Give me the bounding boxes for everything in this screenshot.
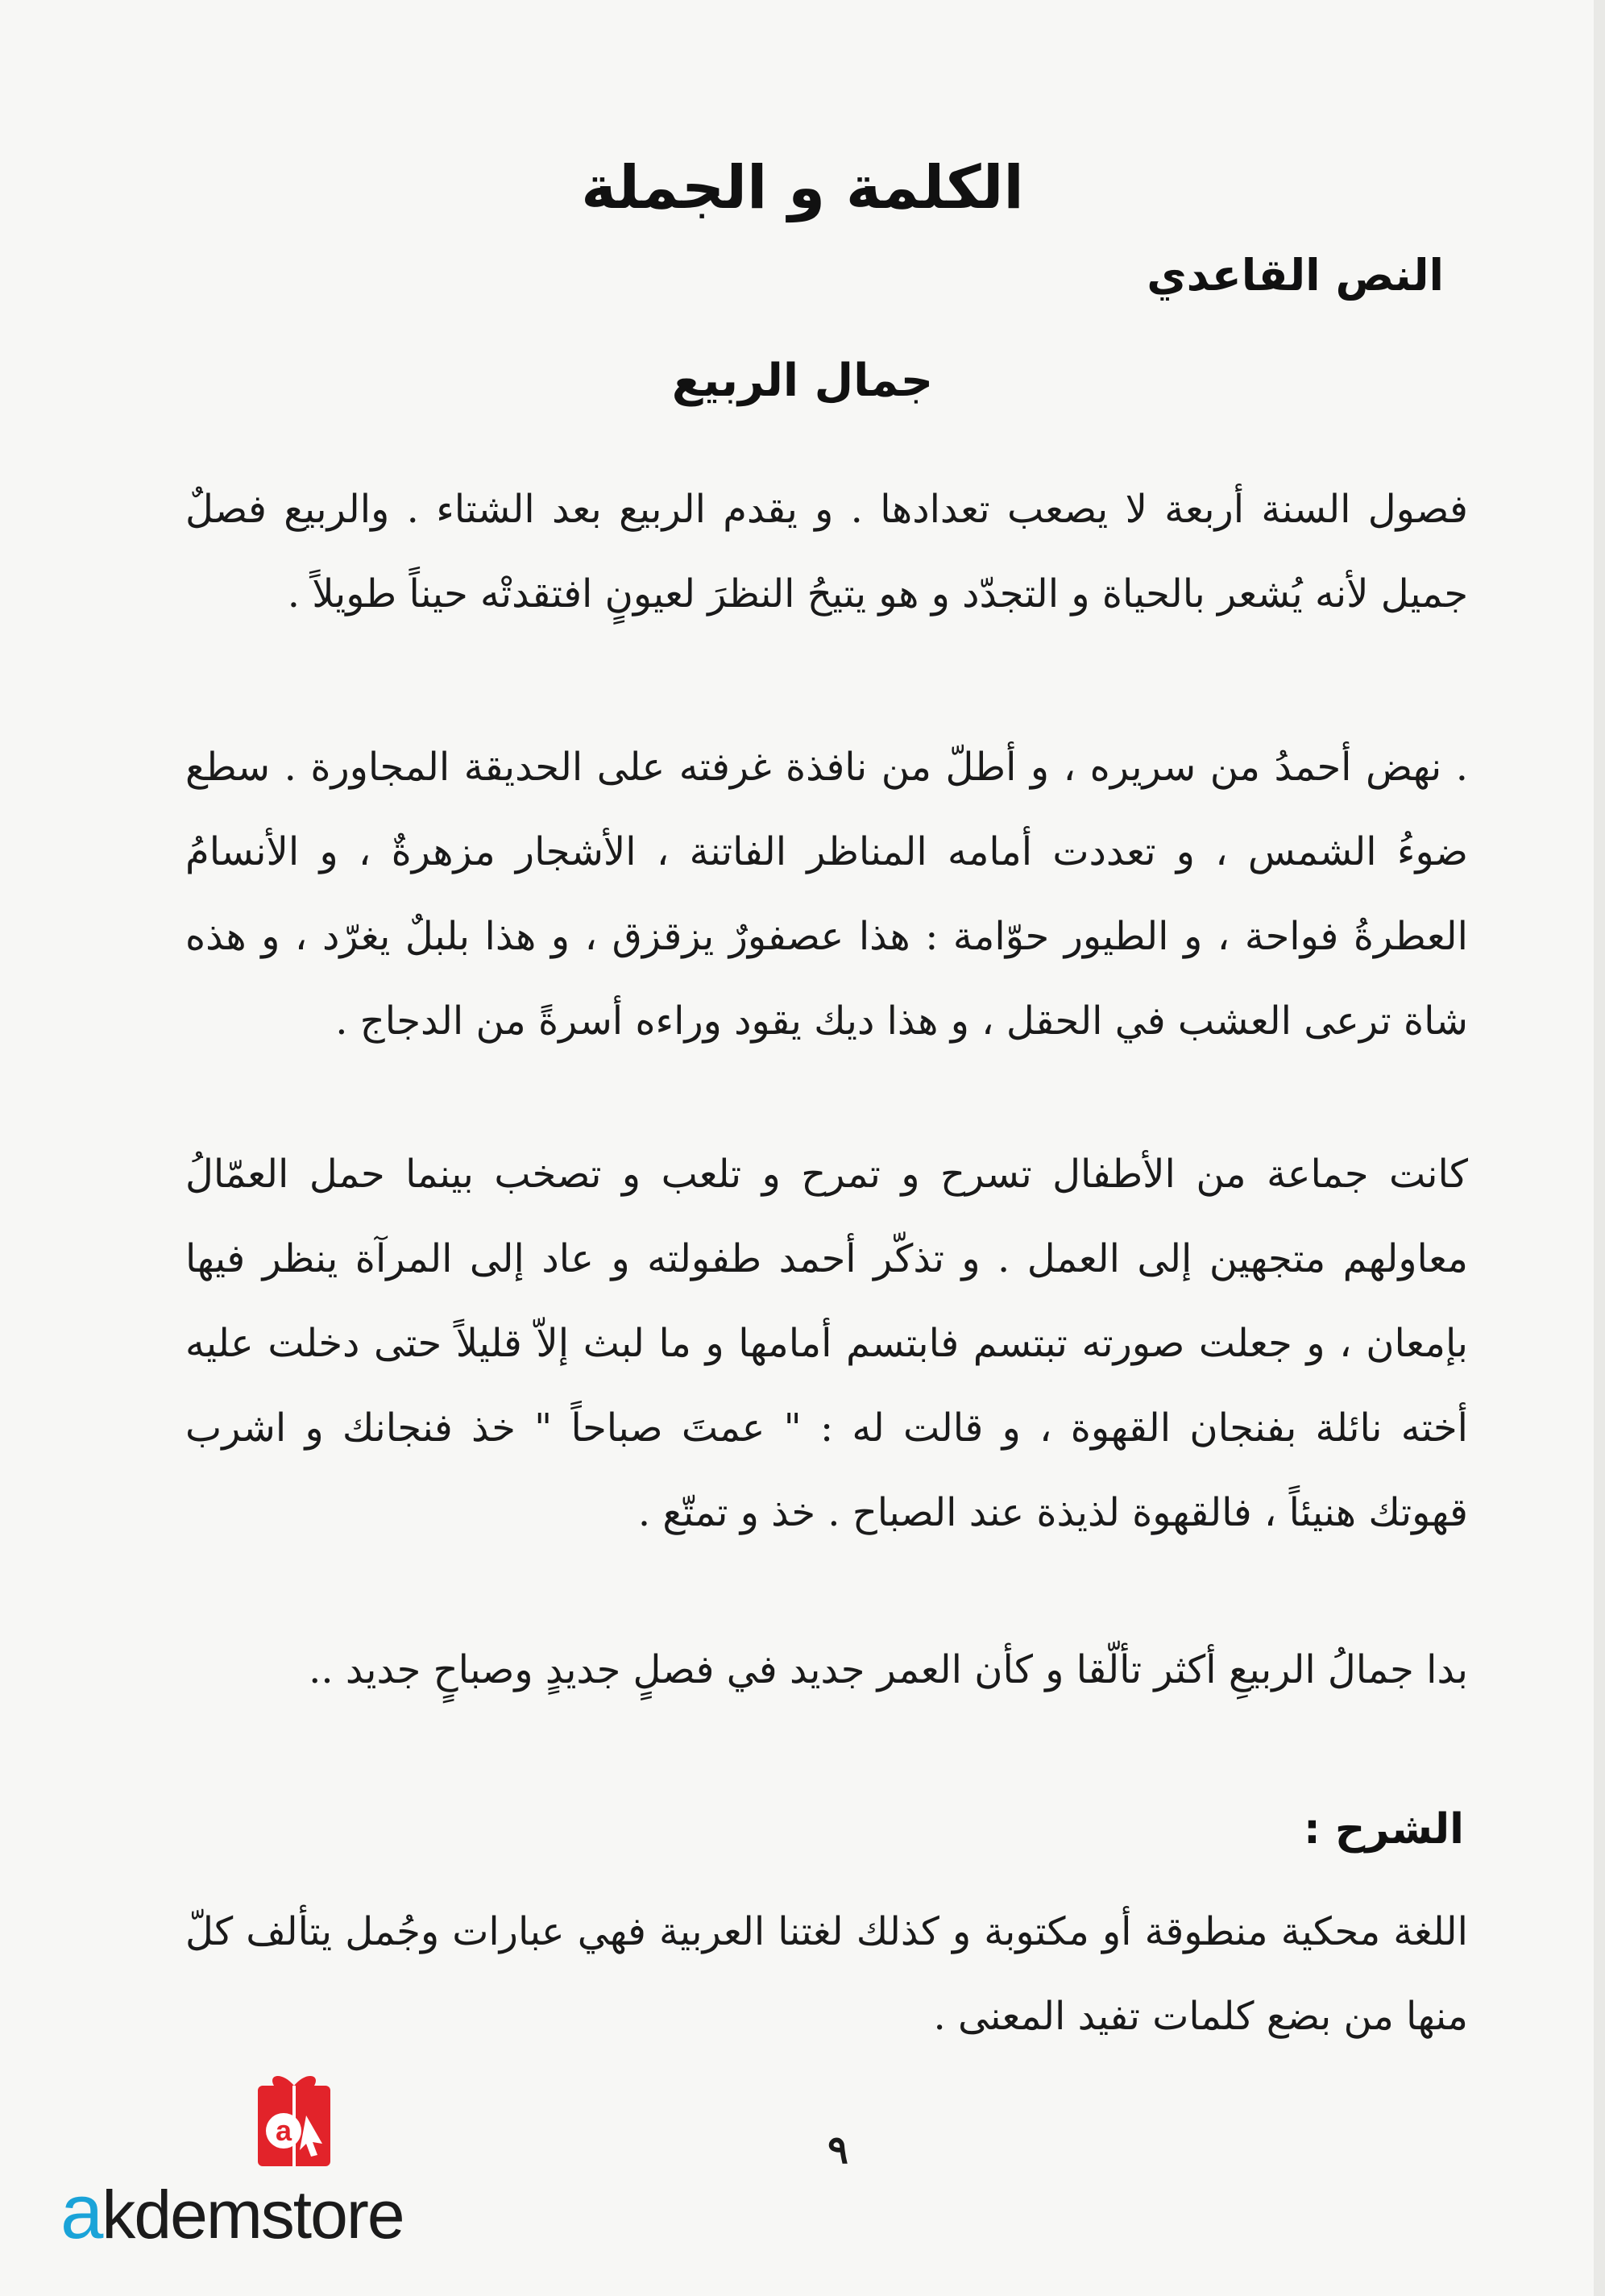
paragraph-2: . نهض أحمدُ من سريره ، و أطلّ من نافذة غرفته على الحديقة المجاورة . سطع ضوءُ الشمس ، و تعددت أمامه المناظر الفاتنة ، الأشجار مزهرةٌ ، و الأنسامُ العطرةُ فواحة ، و الطيور حوّامة : هذا عصفورٌ يزقزق ، و هذا بلبلٌ يغرّد ، و هذه شاة ترعى العشب في الحقل ، و هذا ديك يقود وراءه أسرةً من الدجاج . [185,745,1468,1044]
store-logo [60,2071,479,2255]
paragraph-3: كانت جماعة من الأطفال تسرح و تمرح و تلعب و تصخب بينما حمل العمّالُ معاولهم متجهين إلى العمل . و تذكّر أحمد طفولته و عاد إلى المرآة ينظر فيها بإمعان ، و جعلت صورته تبتسم فابتسم أمامها و ما لبث إلاّ قليلاً حتى دخلت عليه أخته نائلة بفنجان القهوة ، و قالت له : " عمتَ صباحاً " خذ فنجانك و اشرب قهوتك هنيئاً ، فالقهوة لذيذة عند الصباح . خذ و تمتّع . [185,1152,1469,1535]
page-edge [1594,0,1605,2296]
chapter-title: الكلمة و الجملة [581,153,1024,222]
paragraph-1: فصول السنة أربعة لا يصعب تعدادها . و يقدم الربيع بعد الشتاء . والربيع فصلٌ جميل لأنه يُشعر بالحياة و التجدّد و هو يتيحُ النظرَ لعيونٍ افتقدتْه حيناً طويلاً . [185,487,1468,617]
logo-wordmark-a: a [60,2169,102,2255]
page-number: ٩ [827,2128,848,2173]
explanation-text: اللغة محكية منطوقة أو مكتوبة و كذلك لغتنا العربية فهي عبارات وجُمل يتألف كلّ منها من بضع كلمات تفيد المعنى . [185,1909,1468,2039]
paragraph-4: بدا جمالُ الربيعِ أكثر تألّقا و كأن العمر جديد في فصلٍ جديدٍ وصباحٍ جديد .. [309,1647,1468,1692]
logo-wordmark [60,2168,512,2257]
section-label: النص القاعدي [1147,250,1444,301]
explanation-label: الشرح : [1304,1805,1464,1854]
story-title: جمال الربيع [671,355,934,407]
logo-wordmark-rest: kdemstore [102,2177,404,2252]
logo-icon-letter: a [275,2114,292,2147]
gift-book-icon [226,2071,363,2176]
